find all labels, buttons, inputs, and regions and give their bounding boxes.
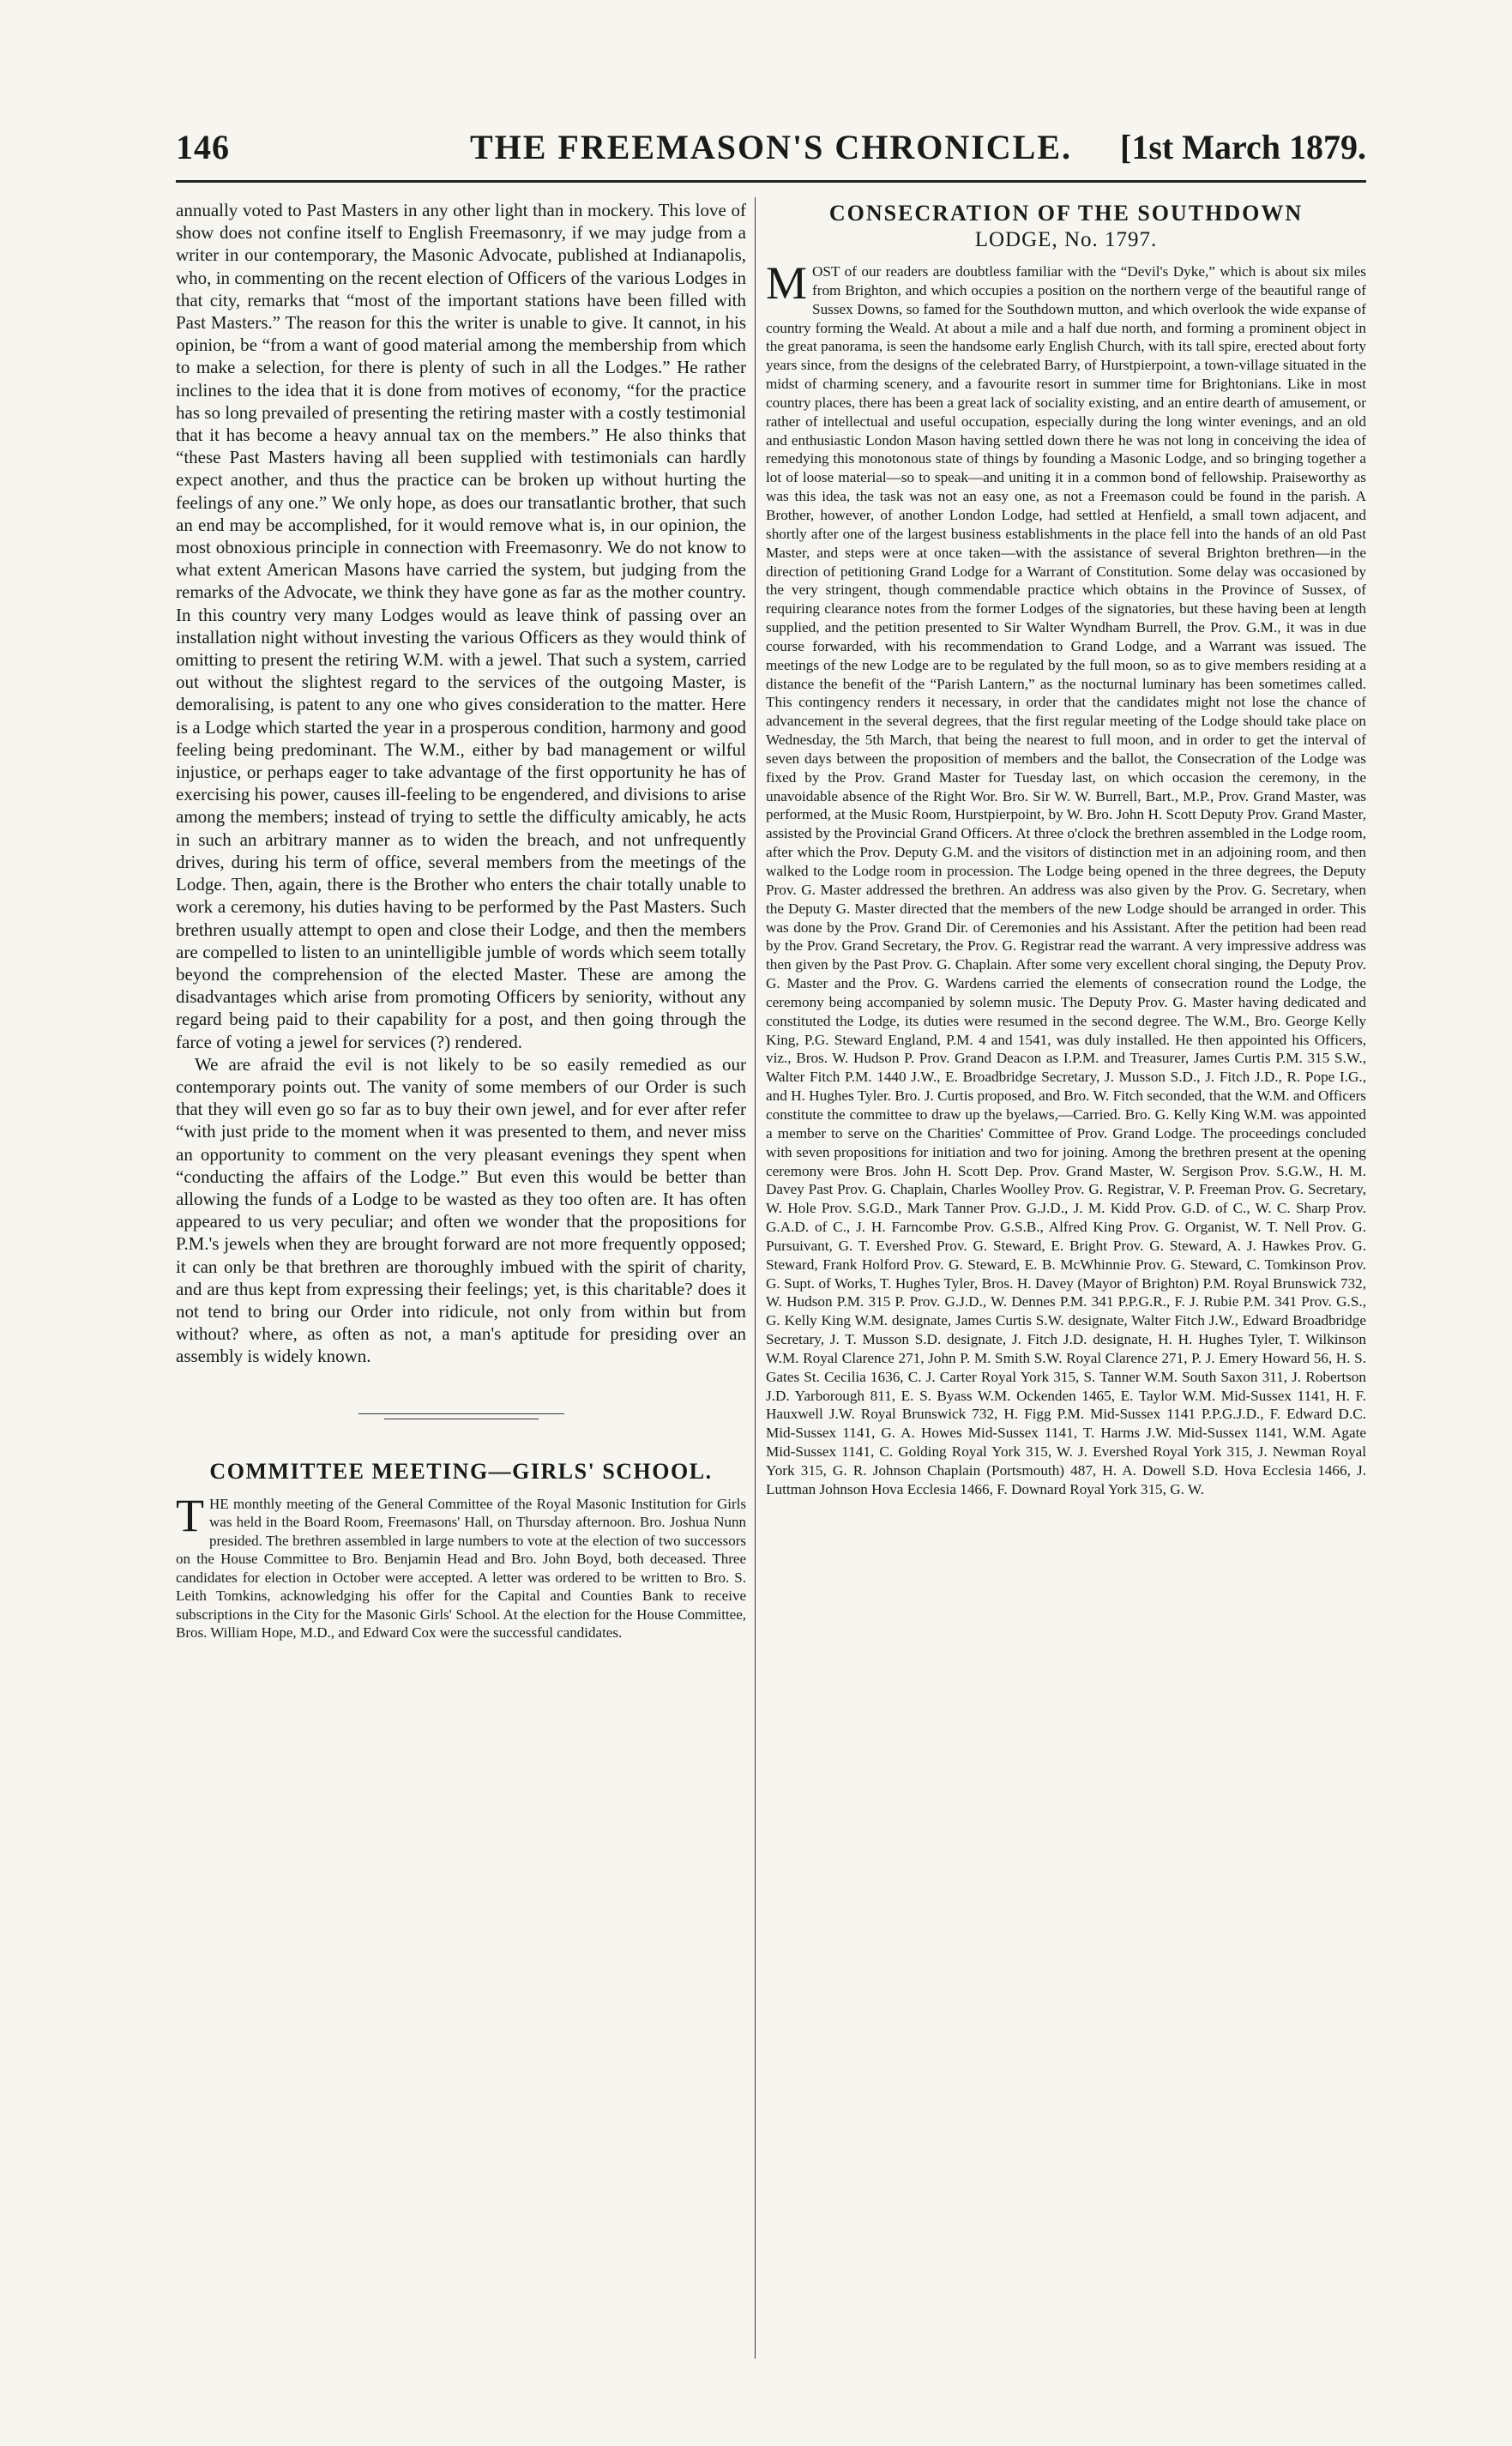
article-paragraph: annually voted to Past Masters in any other light than in mockery. This love of show does not confine itself to English Freemasonry, if we may judge from a writer in our contemporary, the Masonic Advocate, published at Indianapolis, who, in commenting on the recent election of Officers of the various Lodges in that city, remarks that “most of the important stations have been filled with Past Masters.” The reason for this the writer is unable to give. It cannot, in his opinion, be “from a want of good material among the membership from which to make a selection, for there is plenty of such in all the Lodges.” He rather inclines to the idea that it is done from motives of economy, “for the practice has so long prevailed of presenting the retiring master with a costly testimonial that it has become a heavy annual tax on the members.” He also thinks that “these Past Masters having all been supplied with testimonials can hardly expect another, and thus the practice can be broken up without hurting the feelings of any one.” We only hope, as does our transatlantic brother, that such an end may be accomplished, for it would remove what is, in our opinion, the most obnoxious principle in connection with Freemasonry. We do not know to what extent American Masons have carried the system, but judging from the remarks of the Advocate, we think they have gone as far as the mother country. In this country very many Lodges would as leave think of passing over an installation night without investing the various Officers as they would think of omitting to present the retiring W.M. with a jewel. That such a system, carried out without the slightest regard to the services of the outgoing Master, is demoralising, is patent to any one who gives consideration to the matter. Here is a Lodge which started the year in a prosperous condition, harmony and good feeling being predominant. The W.M., either by bad management or wilful injustice, or perhaps eager to take advantage of the first opportunity he has of exercising his power, causes ill-feeling to be engendered, and divisions to arise among the members; instead of trying to settle the difficulty amicably, he acts in such an arbitrary manner as to widen the breach, and not unfrequently drives, during his term of office, several members from the meetings of the Lodge. Then, again, there is the Brother who enters the chair totally unable to work a ceremony, his duties having to be performed by the Past Masters. Such brethren usually attempt to open and close their Lodge, and then the members are compelled to listen to an unintelligible jumble of words which seem totally beyond the comprehension of the elected Master. These are among the disadvantages which arise from promoting Officers by seniority, without any regard being paid to their capability for a post, and then going through the farce of voting a jewel for services (?) rendered.	[176, 200, 746, 1052]
consecration-article	[766, 257, 1366, 1499]
masthead: THE FREEMASON'S CHRONICLE.	[469, 128, 1073, 166]
right-column	[766, 199, 1366, 1499]
column-rule	[755, 197, 756, 2359]
issue-date: [1st March 1879.	[1120, 128, 1366, 166]
committee-text	[176, 1489, 746, 1642]
header-rule	[176, 180, 1366, 183]
consecration-subtitle: LODGE, No. 1797.	[974, 228, 1158, 251]
committee-title: COMMITTEE MEETING—GIRLS' SCHOOL.	[209, 1458, 713, 1484]
committee-article	[176, 1457, 746, 1642]
page-number: 146	[176, 128, 230, 166]
left-column	[176, 199, 746, 1642]
dropcap: T	[176, 1489, 204, 1541]
dropcap: M	[766, 257, 808, 309]
committee-body: HE monthly meeting of the General Committee of the Royal Masonic Institution for Girls was held in the Board Room, Freemasons' Hall, on Thursday afternoon. Bro. Joshua Nunn presided. The brethren assembled in large numbers to vote at the election of two successors on the House Committee to Bro. Benjamin Head and Bro. John Boyd, both deceased. Three candidates for election in October were accepted. A letter was ordered to be written to Bro. S. Leith Tomkins, acknowledging his offer for the Capital and Counties Bank to receive subscriptions in the City for the Masonic Girls' School. At the election for the House Committee, Bros. William Hope, M.D., and Edward Cox were the successful candidates.	[176, 1495, 746, 1642]
editorial-article	[176, 199, 746, 1368]
section-divider	[358, 1411, 564, 1423]
consecration-text	[766, 257, 1366, 1499]
page-header	[176, 127, 1366, 178]
article-paragraph: We are afraid the evil is not likely to be so easily remedied as our contemporary points out. The vanity of some members of our Order is such that they will even go so far as to buy their own jewel, and for ever after refer “with just pride to the moment when it was presented to them, and never miss an opportunity to comment on the very pleasant evenings they spent when “conducting the affairs of the Lodge.” But even this would be better than allowing the funds of a Lodge to be wasted as they too often are. It has often appeared to us very peculiar; and often we wonder that the propositions for P.M.'s jewels when they are brought forward are not more frequently opposed; it can only be that brethren are thoroughly imbued with the spirit of charity, and are thus kept from expressing their feelings; yet, is this charitable? does it not tend to bring our Order into ridicule, not only from within but from without? where, as often as not, a man's aptitude for presiding over an assembly is widely known.	[176, 1053, 746, 1367]
consecration-body: OST of our readers are doubtless familiar with the “Devil's Dyke,” which is about six miles from Brighton, and which occupies a position on the northern verge of the beautiful range of Sussex Downs, so famed for the Southdown mutton, and which overlook the wide expanse of country forming the Weald. At about a mile and a half due north, and forming a prominent object in the great panorama, is seen the handsome early English Church, with its tall spire, erected about forty years since, from the designs of the celebrated Barry, of Hurstpierpoint, a town-village situated in the midst of charming scenery, and a favourite resort in summer time for Brightonians. Like in most country places, there has been a great lack of sociality existing, and an entire dearth of amusement, or rather of intellectual and useful occupation, especially during the long winter evenings, and an old and enthusiastic London Mason having settled down there he was not long in conceiving the idea of remedying this monotonous state of things by founding a Masonic Lodge, and so bringing together a lot of loose material—so to speak—and uniting it in a common bond of fellowship. Praiseworthy as was this idea, the task was not an easy one, as not a Freemason could be found in the parish. A Brother, however, of another London Lodge, had settled at Henfield, a small town adjacent, and shortly after one of the largest business establishments in the place fell into the hands of an old Past Master, and steps were at once taken—with the assistance of several Brighton brethren—in the direction of petitioning Grand Lodge for a Warrant of Constitution. Some delay was occasioned by the very stringent, though commendable practice which obtains in the Province of Sussex, of requiring clearance notes from the former Lodges of the signatories, but these having been at length supplied, and the petition presented to Sir Walter Wyndham Burrell, the Prov. G.M., it was in due course forwarded, with his recommendation to Grand Lodge, and a Warrant was issued. The meetings of the new Lodge are to be regulated by the full moon, so as to give members residing at a distance the benefit of the “Parish Lantern,” as the nocturnal luminary has been sometimes called. This contingency renders it necessary, in order that the candidates might not lose the chance of advancement in the several degrees, that the first regular meeting of the Lodge should take place on Wednesday, the 5th March, that being the nearest to full moon, and in order to get the interval of seven days between the proposition of members and the ballot, the Consecration of the Lodge was fixed by the Prov. Grand Master for Tuesday last, on which occasion the ceremony, in the unavoidable absence of the Right Wor. Bro. Sir W. W. Burrell, Bart., M.P., Prov. Grand Master, was performed, at the Music Room, Hurstpierpoint, by W. Bro. John H. Scott Deputy Prov. Grand Master, assisted by the Provincial Grand Officers. At three o'clock the brethren assembled in the Lodge room, after which the Prov. Deputy G.M. and the visitors of distinction met in an adjoining room, and then walked to the Lodge room in procession. The Lodge being opened in the three degrees, the Deputy Prov. G. Master addressed the brethren. An address was also given by the Prov. G. Secretary, when the Deputy G. Master directed that the members of the new Lodge should be arranged in order. This was done by the Prov. Grand Dir. of Ceremonies and his Assistant. After the petition had been read by the Prov. Grand Secretary, the Prov. G. Registrar read the warrant. A very impressive address was then given by the Past Prov. G. Chaplain. After some very excellent choral singing, the Deputy Prov. G. Master and the Prov. G. Wardens carried the elements of consecration round the Lodge, the ceremony being accompanied by solemn music. The Deputy Prov. G. Master having dedicated and constituted the Lodge, its duties were resumed in the second degree. The W.M., Bro. George Kelly King, P.G. Steward England, P.M. 4 and 1541, was duly installed. He then appointed his Officers, viz., Bros. W. Hudson P. Prov. Grand Deacon as I.P.M. and Treasurer, James Curtis P.M. 315 S.W., Walter Fitch P.M. 1440 J.W., E. Broadbridge Secretary, J. Musson S.D., J. Fitch J.D., R. Pope I.G., and H. Hughes Tyler. Bro. J. Curtis proposed, and Bro. W. Fitch seconded, that the W.M. and Officers constitute the committee to draw up the byelaws,—Carried. Bro. G. Kelly King W.M. was appointed a member to serve on the Charities' Committee of Prov. Grand Lodge. The proceedings concluded with seven propositions for initiation and two for joining. Among the brethren present at the opening ceremony were Bros. John H. Scott Dep. Prov. Grand Master, W. Sergison Prov. S.G.W., H. M. Davey Past Prov. G. Chaplain, Charles Woolley Prov. G. Registrar, V. P. Freeman Prov. G. Secretary, W. Hole Prov. S.G.D., Mark Tanner Prov. G.J.D., J. M. Kidd Prov. G.D. of C., W. C. Sharp Prov. G.A.D. of C., J. H. Farncombe Prov. G.S.B., Alfred King Prov. G. Organist, W. T. Nell Prov. G. Pursuivant, G. T. Evershed Prov. G. Steward, E. Bright Prov. G. Steward, A. J. Hawkes Prov. G. Steward, Frank Holford Prov. G. Steward, E. B. McWhinnie Prov. G. Steward, C. Tomkinson Prov. G. Supt. of Works, T. Hughes Tyler, Bros. H. Davey (Mayor of Brighton) P.M. Royal Brunswick 732, W. Hudson P.M. 315 P. Prov. G.J.D., W. Dennes P.M. 341 P.P.G.R., F. J. Rubie P.M. 341 Prov. G.S., G. Kelly King W.M. designate, James Curtis S.W. designate, Walter Fitch J.W., Edward Broadbridge Secretary, J. T. Musson S.D. designate, J. Fitch J.D. designate, H. H. Hughes Tyler, T. Wilkinson W.M. Royal Clarence 271, John P. M. Smith S.W. Royal Clarence 271, P. J. Emery Howard 56, H. S. Gates St. Cecilia 1636, C. J. Carter Royal York 315, S. Tanner W.M. South Saxon 311, J. Robertson J.D. Yarborough 811, E. S. Byass W.M. Ockenden 1465, E. Taylor W.M. Mid-Sussex 1141, H. F. Hauxwell J.W. Royal Brunswick 732, H. Figg P.M. Mid-Sussex 1141 P.P.G.J.D., F. Edward D.C. Mid-Sussex 1141, G. A. Howes Mid-Sussex 1141, T. Harms J.W. Mid-Sussex 1141, W.M. Agate Mid-Sussex 1141, C. Golding Royal York 315, W. J. Evershed Royal York 315, J. Newman Royal York 315, G. R. Johnson Chaplain (Portsmouth) 487, H. A. Dowell S.D. Hova Ecclesia 1466, J. Luttman Johnson Hova Ecclesia 1466, F. Downard Royal York 315, G. W.	[766, 263, 1366, 1497]
consecration-title: CONSECRATION OF THE SOUTHDOWN	[828, 201, 1304, 226]
